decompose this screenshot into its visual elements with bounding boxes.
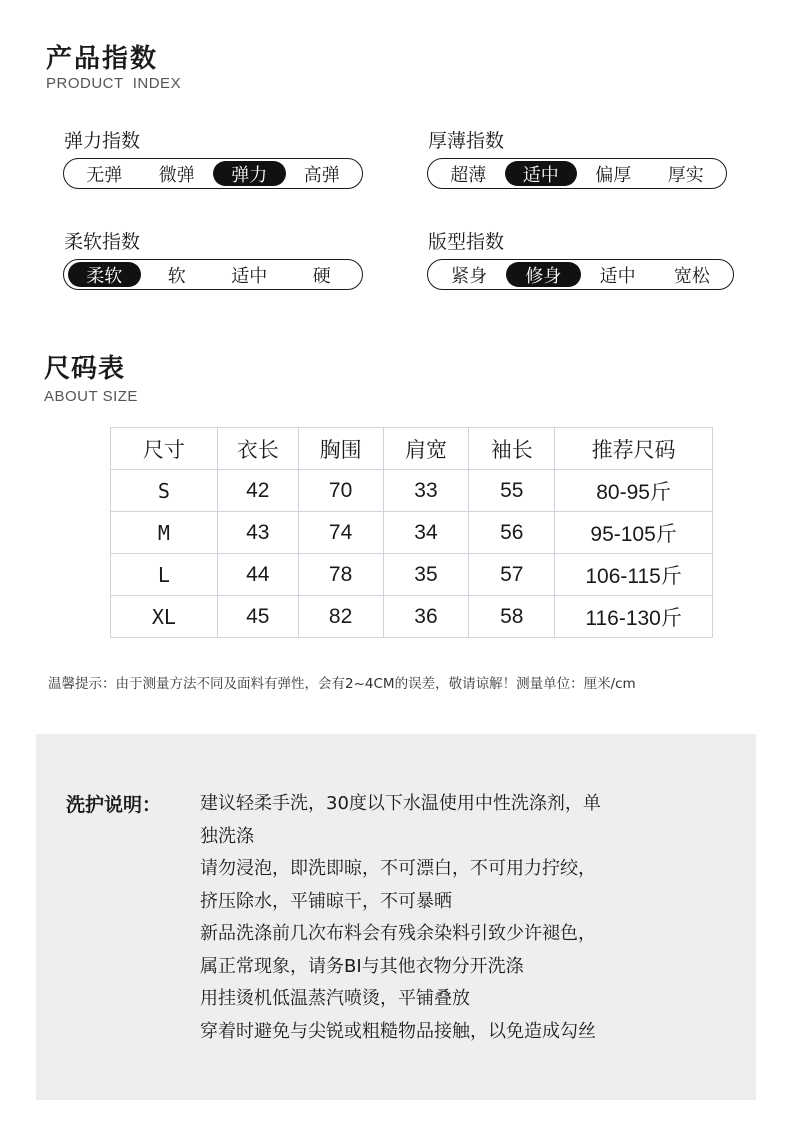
measurement-tip: 温馨提示：由于测量方法不同及面料有弹性，会有2~4CM的误差，敬请谅解！测量单位：厘米/cm bbox=[48, 676, 636, 692]
cell-chest: 82 bbox=[298, 596, 383, 638]
table-row bbox=[111, 596, 713, 638]
fit-index-label: 版型指数 bbox=[428, 231, 505, 253]
cell-recommended: 116-130斤 bbox=[555, 596, 713, 638]
thickness-option: 偏厚 bbox=[595, 164, 632, 186]
care-line: 建议轻柔手洗，30度以下水温使用中性洗涤剂，单 bbox=[200, 793, 601, 814]
cell-sleeve: 57 bbox=[469, 554, 555, 596]
thickness-index-label: 厚薄指数 bbox=[428, 130, 505, 152]
cell-sleeve: 55 bbox=[469, 470, 555, 512]
elasticity-index-scale bbox=[63, 158, 363, 189]
header-sleeve: 袖长 bbox=[469, 428, 555, 470]
elasticity-option: 无弹 bbox=[86, 164, 123, 186]
softness-option: 软 bbox=[167, 265, 186, 287]
size-chart-subtitle: ABOUT SIZE bbox=[44, 388, 138, 405]
product-index-subtitle: PRODUCT INDEX bbox=[46, 75, 182, 92]
care-instructions-text bbox=[200, 788, 720, 1048]
cell-recommended: 95-105斤 bbox=[555, 512, 713, 554]
fit-option: 紧身 bbox=[451, 265, 488, 287]
care-line: 用挂烫机低温蒸汽喷烫，平铺叠放 bbox=[200, 988, 470, 1009]
table-row bbox=[111, 470, 713, 512]
care-instructions-panel bbox=[36, 734, 756, 1100]
care-line: 请勿浸泡，即洗即晾，不可漂白，不可用力拧绞， bbox=[200, 858, 596, 879]
header-recommended: 推荐尺码 bbox=[555, 428, 713, 470]
cell-shoulder: 33 bbox=[383, 470, 469, 512]
table-row bbox=[111, 512, 713, 554]
product-index-title: 产品指数 bbox=[46, 44, 159, 74]
care-line: 穿着时避免与尖锐或粗糙物品接触，以免造成勾丝 bbox=[200, 1020, 596, 1042]
cell-chest: 78 bbox=[298, 554, 383, 596]
cell-shoulder: 34 bbox=[383, 512, 469, 554]
cell-shoulder: 36 bbox=[383, 596, 469, 638]
header-shoulder: 肩宽 bbox=[383, 428, 469, 470]
thickness-option: 厚实 bbox=[667, 164, 704, 186]
fit-option-selected: 修身 bbox=[506, 262, 580, 287]
thickness-index-scale bbox=[427, 158, 727, 189]
cell-chest: 70 bbox=[298, 470, 383, 512]
elasticity-option: 高弹 bbox=[303, 164, 340, 186]
softness-option: 硬 bbox=[312, 265, 331, 287]
table-row bbox=[111, 554, 713, 596]
care-line: 独洗涤 bbox=[200, 825, 254, 847]
header-chest: 胸围 bbox=[298, 428, 383, 470]
cell-recommended: 80-95斤 bbox=[555, 470, 713, 512]
header-length: 衣长 bbox=[217, 428, 298, 470]
cell-length: 43 bbox=[217, 512, 298, 554]
care-line: 新品洗涤前几次布料会有残余染料引致少许褪色， bbox=[200, 923, 596, 944]
cell-size: L bbox=[111, 554, 218, 596]
cell-length: 42 bbox=[217, 470, 298, 512]
care-instructions-label: 洗护说明： bbox=[66, 794, 162, 816]
cell-recommended: 106-115斤 bbox=[555, 554, 713, 596]
header-size: 尺寸 bbox=[111, 428, 218, 470]
fit-option: 宽松 bbox=[673, 265, 710, 287]
cell-size: S bbox=[111, 470, 218, 512]
cell-size: M bbox=[111, 512, 218, 554]
thickness-option-selected: 适中 bbox=[505, 161, 578, 186]
cell-chest: 74 bbox=[298, 512, 383, 554]
cell-size: XL bbox=[111, 596, 218, 638]
cell-length: 44 bbox=[217, 554, 298, 596]
cell-sleeve: 58 bbox=[469, 596, 555, 638]
cell-sleeve: 56 bbox=[469, 512, 555, 554]
fit-index-scale bbox=[427, 259, 734, 290]
size-chart-title: 尺码表 bbox=[44, 354, 126, 384]
size-table-header-row bbox=[111, 428, 713, 470]
softness-index-label: 柔软指数 bbox=[64, 231, 141, 253]
thickness-option: 超薄 bbox=[450, 164, 487, 186]
softness-option: 适中 bbox=[231, 265, 268, 287]
care-line: 属正常现象，请务BI与其他衣物分开洗涤 bbox=[200, 955, 524, 977]
fit-option: 适中 bbox=[599, 265, 636, 287]
softness-option-selected: 柔软 bbox=[68, 262, 141, 287]
elasticity-option-selected: 弹力 bbox=[213, 161, 286, 186]
elasticity-index-label: 弹力指数 bbox=[64, 130, 141, 152]
care-line: 挤压除水，平铺晾干，不可暴晒 bbox=[200, 890, 452, 912]
cell-shoulder: 35 bbox=[383, 554, 469, 596]
elasticity-option: 微弹 bbox=[158, 164, 195, 186]
softness-index-scale bbox=[63, 259, 363, 290]
size-table bbox=[110, 427, 713, 638]
cell-length: 45 bbox=[217, 596, 298, 638]
